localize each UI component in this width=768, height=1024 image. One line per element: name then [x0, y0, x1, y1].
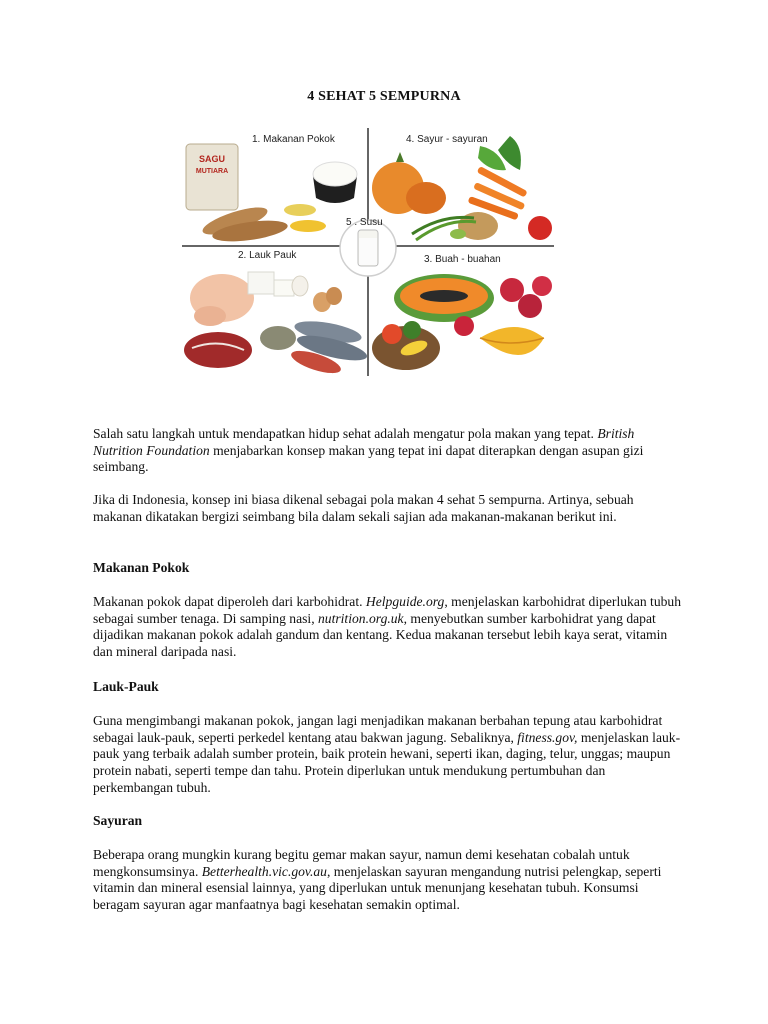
- intro-source-italic: British Nutrition Foundation: [93, 426, 635, 458]
- intro-paragraph-1: [93, 426, 683, 476]
- heading-lauk-pauk: Lauk-Pauk: [93, 679, 159, 694]
- milk-group: [340, 217, 396, 276]
- intro-text-a: Salah satu langkah untuk mendapatkan hidup sehat adalah mengatur pola makan yang tepat.: [93, 426, 594, 441]
- pokok-source-1: Helpguide.org: [365, 594, 445, 609]
- cucumber-icon: [450, 229, 466, 239]
- corn-icon: [284, 204, 316, 216]
- pear-icon: [403, 321, 421, 339]
- page-title: 4 SEHAT 5 SEMPURNA: [307, 89, 461, 104]
- pokok-text-a: Makanan pokok dapat diperoleh dari karbohidrat.: [93, 594, 366, 609]
- milk-fill: [359, 238, 377, 265]
- lauk-text-a: Guna mengimbangi makanan pokok, jangan lagi menjadikan makanan berbahan tepung atau karbohidrat sebagai lauk-pauk, seperti perkedel kentang atau bakwan jagung. Sebaliknya,: [93, 713, 663, 745]
- food-groups-illustration: [180, 126, 556, 378]
- egg-icon-3: [326, 287, 342, 305]
- intro-text-c: menjabarkan konsep makan yang tepat ini dapat diterapkan dengan asupan gizi seimbang.: [93, 442, 644, 475]
- paragraph-makanan-pokok: [93, 594, 683, 661]
- papaya-seeds-icon: [420, 290, 468, 302]
- lauk-source: fitness.gov,: [517, 729, 578, 745]
- rambutan-icon-2: [518, 294, 542, 318]
- pumpkin-slice-icon: [406, 182, 446, 214]
- pokok-text-e: , menyebutkan sumber karbohidrat yang dapat dijadikan makanan pokok adalah gandum dan kentang. Kedua makanan tersebut lebih kaya serat, vitamin dan mineral daripada nasi.: [93, 610, 668, 660]
- pokok-source-2: nutrition.org.uk: [318, 610, 404, 626]
- tofu-icon: [248, 272, 274, 294]
- corn-icon-2: [290, 220, 326, 232]
- heading-makanan-pokok: Makanan Pokok: [93, 560, 190, 575]
- tomato-icon: [528, 216, 552, 240]
- lauk-text-c: menjelaskan lauk-pauk yang terbaik adalah sumber protein, baik protein hewani, seperti ikan, daging, telur, unggas; maupun protein nabati, seperti tempe dan tahu. Protein diperlukan untuk mendukung pertumbuhan dan perkembangan tubuh.: [93, 729, 681, 795]
- bag-text-2: MUTIARA: [195, 168, 229, 175]
- egg-icon: [292, 276, 308, 296]
- staple-foods-group: [186, 134, 357, 245]
- label-side-dishes: 2. Lauk Pauk: [238, 250, 297, 261]
- tofu-icon-2: [274, 280, 294, 296]
- bag-text-1: SAGU: [198, 154, 226, 164]
- food-groups-figure: [180, 126, 556, 378]
- rice-icon: [313, 162, 357, 186]
- intro-text-2: Jika di Indonesia, konsep ini biasa dikenal sebagai pola makan 4 sehat 5 sempurna. Artinya, sebuah makanan dikatakan bergizi seimbang bila dalam sekali sajian ada makanan-makanan berikut ini.: [93, 492, 634, 524]
- tempe-icon: [260, 326, 296, 350]
- rambutan-icon-3: [532, 276, 552, 296]
- apple-icon-2: [454, 316, 474, 336]
- intro-paragraph-2: [93, 492, 683, 525]
- heading-sayuran: Sayuran: [93, 813, 143, 828]
- label-vegetables: 4. Sayur - sayuran: [406, 134, 488, 145]
- sayur-text-c: , menjelaskan sayuran mengandung nutrisi pelengkap, seperti vitamin dan mineral esensial lainnya, yang diperlukan untuk menunjang kesehatan tubuh. Konsumsi beragam sayuran agar manfaatnya bagi kesehatan semakin optimal.: [93, 863, 662, 913]
- paragraph-sayuran: [93, 847, 683, 914]
- paragraph-lauk-pauk: [93, 713, 683, 797]
- side-dishes-group: [184, 250, 369, 378]
- label-milk: 5 . Susu: [346, 217, 383, 228]
- pokok-text-c: , menjelaskan karbohidrat diperlukan tubuh sebagai sumber tenaga. Di samping nasi,: [93, 594, 682, 626]
- chicken-leg-icon: [194, 306, 226, 326]
- pumpkin-stem-icon: [396, 152, 404, 162]
- fruits-group: [372, 254, 552, 370]
- sayur-text-a: Beberapa orang mungkin kurang begitu gemar makan sayur, namun demi kesehatan cobalah untuk mengkonsumsinya.: [93, 847, 630, 879]
- label-fruits: 3. Buah - buahan: [424, 254, 501, 265]
- rambutan-icon: [500, 278, 524, 302]
- vegetables-group: [372, 134, 552, 240]
- apple-icon: [382, 324, 402, 344]
- sayur-source: Betterhealth.vic.gov.au: [201, 863, 327, 879]
- label-staple: 1. Makanan Pokok: [252, 134, 335, 145]
